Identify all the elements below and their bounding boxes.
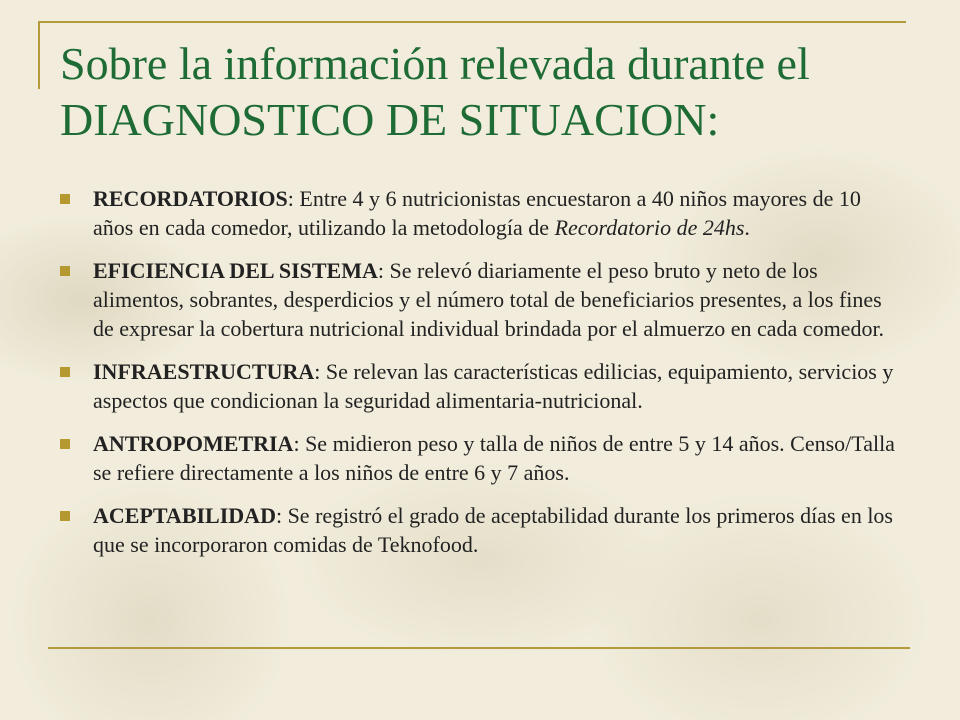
bullet-term: EFICIENCIA DEL SISTEMA (93, 258, 378, 283)
bullet-aceptabilidad (60, 501, 900, 559)
bullet-term: INFRAESTRUCTURA (93, 359, 315, 384)
slide-title (60, 36, 940, 148)
bullet-italic-text: Recordatorio de 24hs (554, 215, 745, 240)
bullet-infraestructura (60, 357, 900, 415)
bullet-term: RECORDATORIOS (93, 186, 288, 211)
square-bullet-icon (60, 367, 70, 377)
square-bullet-icon (60, 266, 70, 276)
top-rule (38, 21, 906, 23)
bullet-antropometria (60, 429, 900, 487)
bullet-recordatorios (60, 184, 900, 242)
square-bullet-icon (60, 194, 70, 204)
bullet-text: : Se relevan las características edilicias, equipamiento, servicios y aspectos que condicionan la seguridad alimentaria-nutricional. (93, 359, 894, 413)
bullet-eficiencia (60, 256, 900, 343)
bottom-rule (48, 647, 910, 649)
bullet-list (60, 184, 900, 573)
title-line-2: DIAGNOSTICO DE SITUACION: (60, 94, 720, 145)
title-line-1: Sobre la información relevada durante el (60, 38, 810, 89)
left-rule (38, 21, 40, 89)
square-bullet-icon (60, 511, 70, 521)
square-bullet-icon (60, 439, 70, 449)
bullet-term: ANTROPOMETRIA (93, 431, 294, 456)
bullet-term: ACEPTABILIDAD (93, 503, 276, 528)
bullet-text: : Se registró el grado de aceptabilidad durante los primeros días en los que se incorporaron comidas de Teknofood. (93, 503, 893, 557)
bullet-text: : Se midieron peso y talla de niños de entre 5 y 14 años. Censo/Talla se refiere directamente a los niños de entre 6 y 7 años. (93, 431, 895, 485)
bullet-text: : Entre 4 y 6 nutricionistas encuestaron a 40 niños mayores de 10 años en cada comedor, utilizando la metodología de (93, 186, 861, 240)
bullet-text: : Se relevó diariamente el peso bruto y neto de los alimentos, sobrantes, desperdicios y el número total de beneficiarios presentes, a los fines de expresar la cobertura nutricional individual brindada por el almuerzo en cada comedor. (93, 258, 885, 341)
bullet-tail: . (744, 215, 750, 240)
